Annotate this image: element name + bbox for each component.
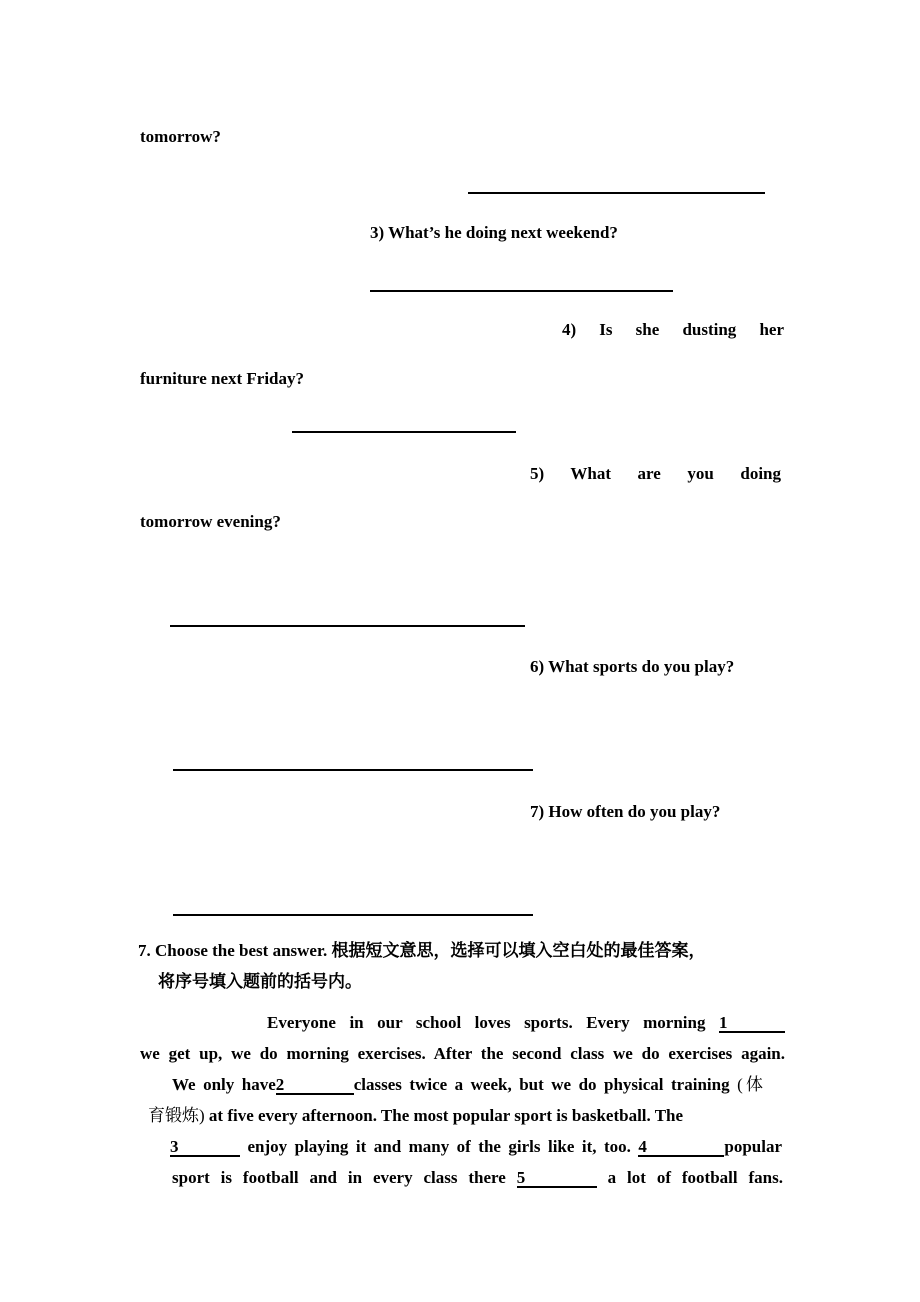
answer-blank-line-1 [468,192,765,194]
cloze-blank-2: 2 [276,1076,354,1095]
passage-line-3-text2: classes twice a week, but we do physical training [353,1075,738,1094]
section-7-heading-line1: 7. Choose the best answer. 根据短文意思，选择可以填入空白处的最佳答案， [138,941,706,960]
passage-line-3-annotation-open: (体 [737,1075,763,1094]
passage-line-6-text1: sport is football and in every class there [172,1168,517,1187]
passage-line-3-text1: We only have [172,1075,276,1094]
question-4-continuation: furniture next Friday? [140,369,305,388]
cloze-blank-5: 5 [517,1169,597,1188]
question-5-head: 5) What are you doing [530,464,781,483]
question-7: 7) How often do you play? [530,802,721,821]
passage-line-4-text: at five every afternoon. The most popular sport is basketball. The [204,1106,684,1125]
passage-line-1-text: Everyone in our school loves sports. Every morning [267,1013,706,1032]
answer-blank-line-5 [173,769,533,771]
question-5-continuation: tomorrow evening? [140,512,281,531]
question-6: 6) What sports do you play? [530,657,735,676]
passage-line-5-text1: enjoy playing it and many of the girls like it, too. [240,1137,639,1156]
passage-line-4 [148,1106,683,1125]
passage-line-6 [172,1168,783,1188]
question-2-continuation: tomorrow? [140,127,221,146]
section-7-heading-line2: 将序号填入题前的括号内。 [158,972,362,991]
cloze-blank-1: 1 [719,1014,785,1033]
passage-line-1 [267,1013,785,1033]
passage-line-4-annotation-close: 育锻炼) [148,1106,205,1125]
question-4-head: 4) Is she dusting her [562,320,784,339]
answer-blank-line-2 [370,290,673,292]
question-3: 3) What’s he doing next weekend? [370,223,618,242]
passage-line-5 [170,1137,782,1157]
answer-blank-line-3 [292,431,516,433]
answer-blank-line-4 [170,625,525,627]
passage-line-6-text2: a lot of football fans. [596,1168,783,1187]
passage-line-5-text2: popular [724,1137,782,1156]
answer-blank-line-6 [173,914,533,916]
passage-line-3 [172,1075,763,1095]
cloze-blank-3: 3 [170,1138,240,1157]
cloze-blank-4: 4 [638,1138,724,1157]
passage-line-2: we get up, we do morning exercises. After the second class we do exercises again. [140,1044,785,1063]
